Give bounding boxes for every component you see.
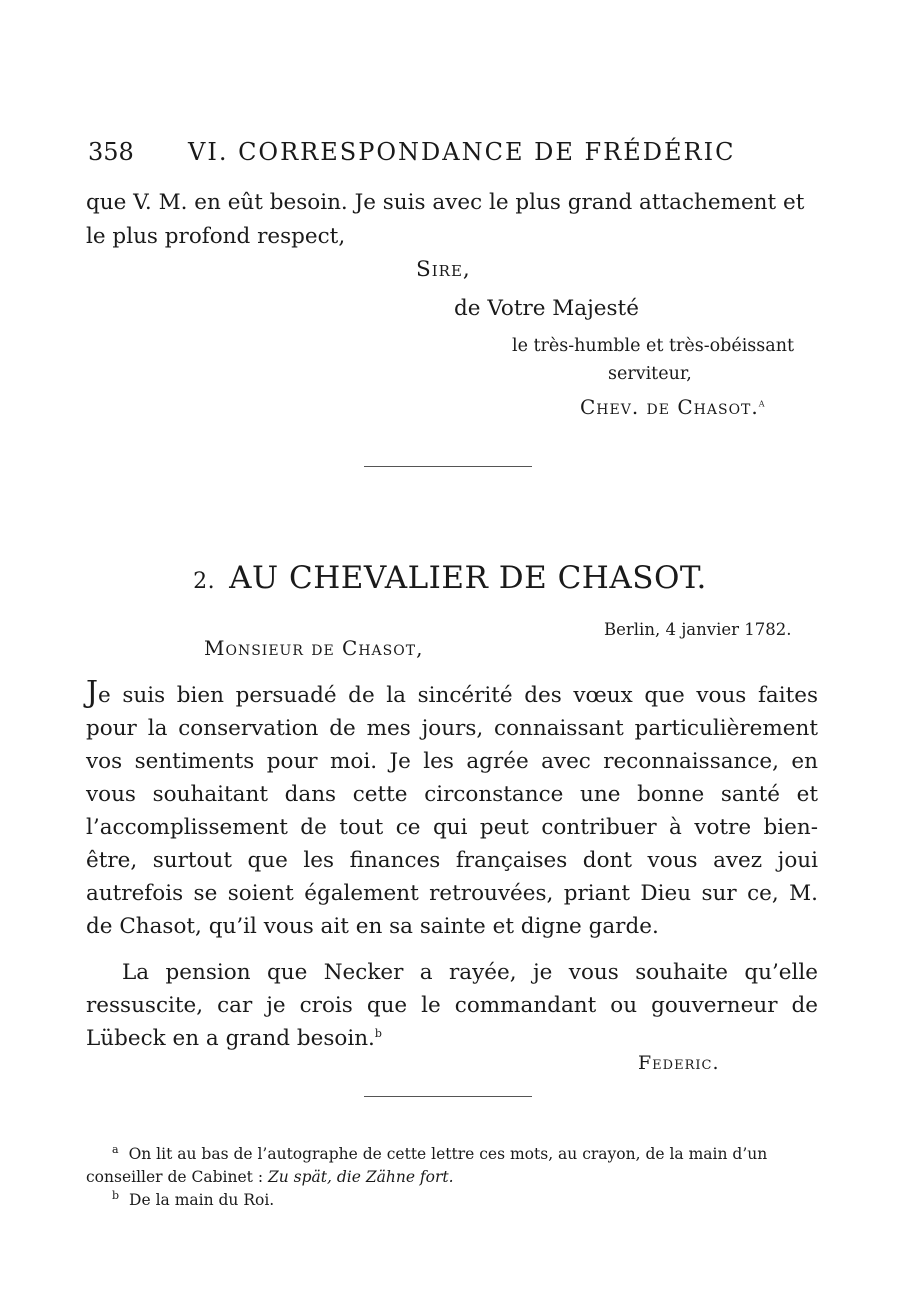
running-header [88,138,735,166]
footnote-a [86,1138,818,1189]
letter-title [0,560,900,596]
prev-letter-closing-2: le très-humble et très-obéissant [512,336,795,356]
prev-letter-closing-3: serviteur, [608,364,692,384]
letter-title-text: AU CHEVALIER DE CHASOT. [229,560,707,596]
paragraph-1-text: e suis bien persuadé de la sincérité des vœux que vous faites pour la conservation de mes jours, connaissant particulièrement vos sentiments pour moi. Je les agrée avec reconnaissance, en vous souhaitant dans cette circonstance une bonne santé et l’accomplissement de tout ce qui peut contribuer à votre bien-être, surtout que les finances françaises dont vous avez joui autrefois se soient également retrouvées, priant Dieu sur ce, M. de Chasot, qu’il vous ait en sa sainte et digne garde. [86,683,818,939]
footnote-ref-b: b [374,1026,382,1040]
footnote-b [86,1184,818,1212]
paragraph-2-text: La pension que Necker a rayée, je vous souhaite qu’elle ressuscite, car je crois que le commandant ou gouverneur de Lübeck en a grand besoin. [86,960,818,1051]
letter-address: Monsieur de Chasot, [204,636,424,660]
running-title: VI. CORRESPONDANCE DE FRÉDÉRIC [188,138,736,166]
prev-letter-salutation: Sire, [416,257,471,282]
section-divider [364,466,532,467]
letter-signature: Federic. [638,1052,720,1074]
footnote-divider [364,1096,532,1097]
letter-paragraph-2 [86,956,818,1055]
footnote-a-text: On lit au bas de l’autographe de cette lettre ces mots, au crayon, de la main d’un conseiller de Cabinet : [86,1145,768,1187]
footnote-a-quote: Zu spät, die Zähne fort. [267,1168,454,1187]
letter-number: 2. [193,569,216,594]
footnote-a-mark: a [112,1143,119,1156]
prev-letter-line-1: que V. M. en eût besoin. Je suis avec le plus grand attachement et [86,190,805,215]
prev-letter-signature [580,395,766,419]
prev-letter-line-2: le plus profond respect, [86,224,346,249]
footnote-ref-a: a [758,396,766,410]
place-date: Berlin, 4 janvier 1782. [604,620,792,639]
prev-signature-text: Chev. de Chasot. [580,395,759,419]
page-number: 358 [88,138,134,166]
footnote-b-text: De la main du Roi. [129,1191,275,1210]
footnote-b-mark: b [112,1189,120,1202]
prev-letter-closing-1: de Votre Majesté [454,296,639,321]
letter-paragraph-1 [86,676,818,943]
drop-cap: J [86,675,99,710]
